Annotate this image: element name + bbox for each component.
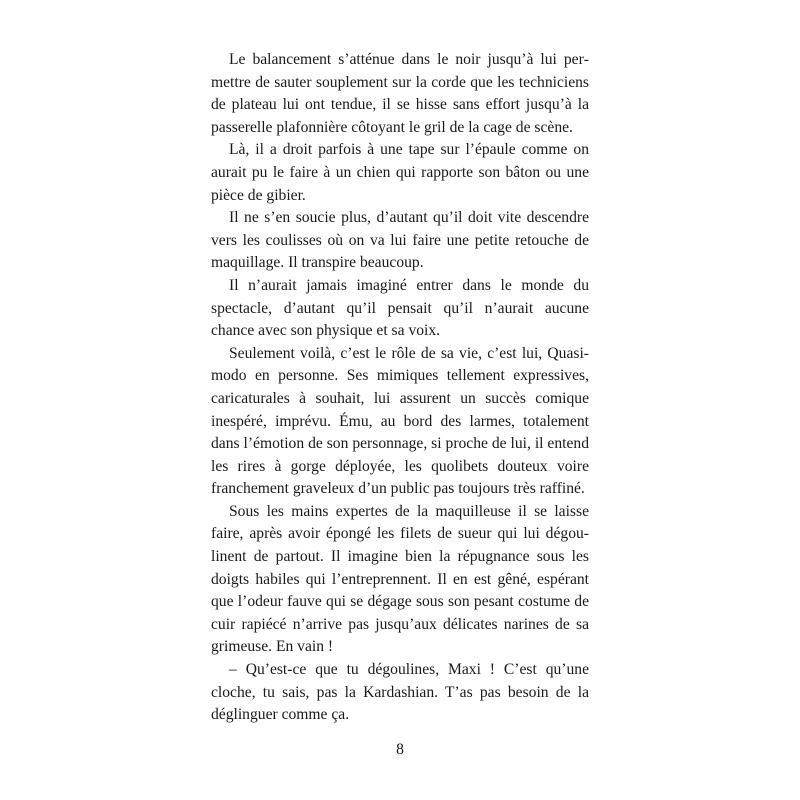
paragraph: Il ne s’en soucie plus, d’autant qu’il doit vite descendre vers les coulisses où on va lui faire une petite retouche de maquillage. Il transpire beaucoup. [211,209,589,272]
paragraph: Seulement voilà, c’est le rôle de sa vie, c’est lui, Quasimodo en personne. Ses mimiques tellement expressives, caricaturales à souhait, lui assurent un succès comique inespéré, imprévu. Ému, au bord des larmes, totalement dans l’émotion de son personnage, si proche de lui, il entend les rires à gorge déployée, les quolibets douteux voire franchement graveleux d’un public pas toujours très raffiné. [211,344,589,498]
paragraph: Le balancement s’atténue dans le noir jusqu’à lui permettre de sauter souplement sur la corde que les techniciens de plateau lui ont tendue, il se hisse sans effort jusqu’à la passerelle plafonnière côtoyant le gril de la cage de scène. [211,51,589,136]
body-text [211,49,589,727]
page-number: 8 [396,741,404,758]
paragraph: Sous les mains expertes de la maquilleuse il se laisse faire, après avoir épongé les filets de sueur qui lui dégoulinent de partout. Il imagine bien la répugnance sous les doigts habiles qui l’entreprennent. Il en est gêné, espérant que l’odeur fauve qui se dégage sous son pesant costume de cuir rapiécé n’arrive pas jusqu’aux délicates narines de sa grimeuse. En vain ! [211,502,589,656]
paragraph: Là, il a droit parfois à une tape sur l’épaule comme on aurait pu le faire à un chien qui rapporte son bâton ou une pièce de gibier. [211,141,589,204]
paragraph: – Qu’est-ce que tu dégoulines, Maxi ! C’est qu’une cloche, tu sais, pas la Kardashian. T’as pas besoin de la déglinguer comme ça. [211,661,589,724]
paragraph: Il n’aurait jamais imaginé entrer dans le monde du spectacle, d’autant qu’il pensait qu’il n’aurait aucune chance avec son physique et sa voix. [211,276,589,340]
